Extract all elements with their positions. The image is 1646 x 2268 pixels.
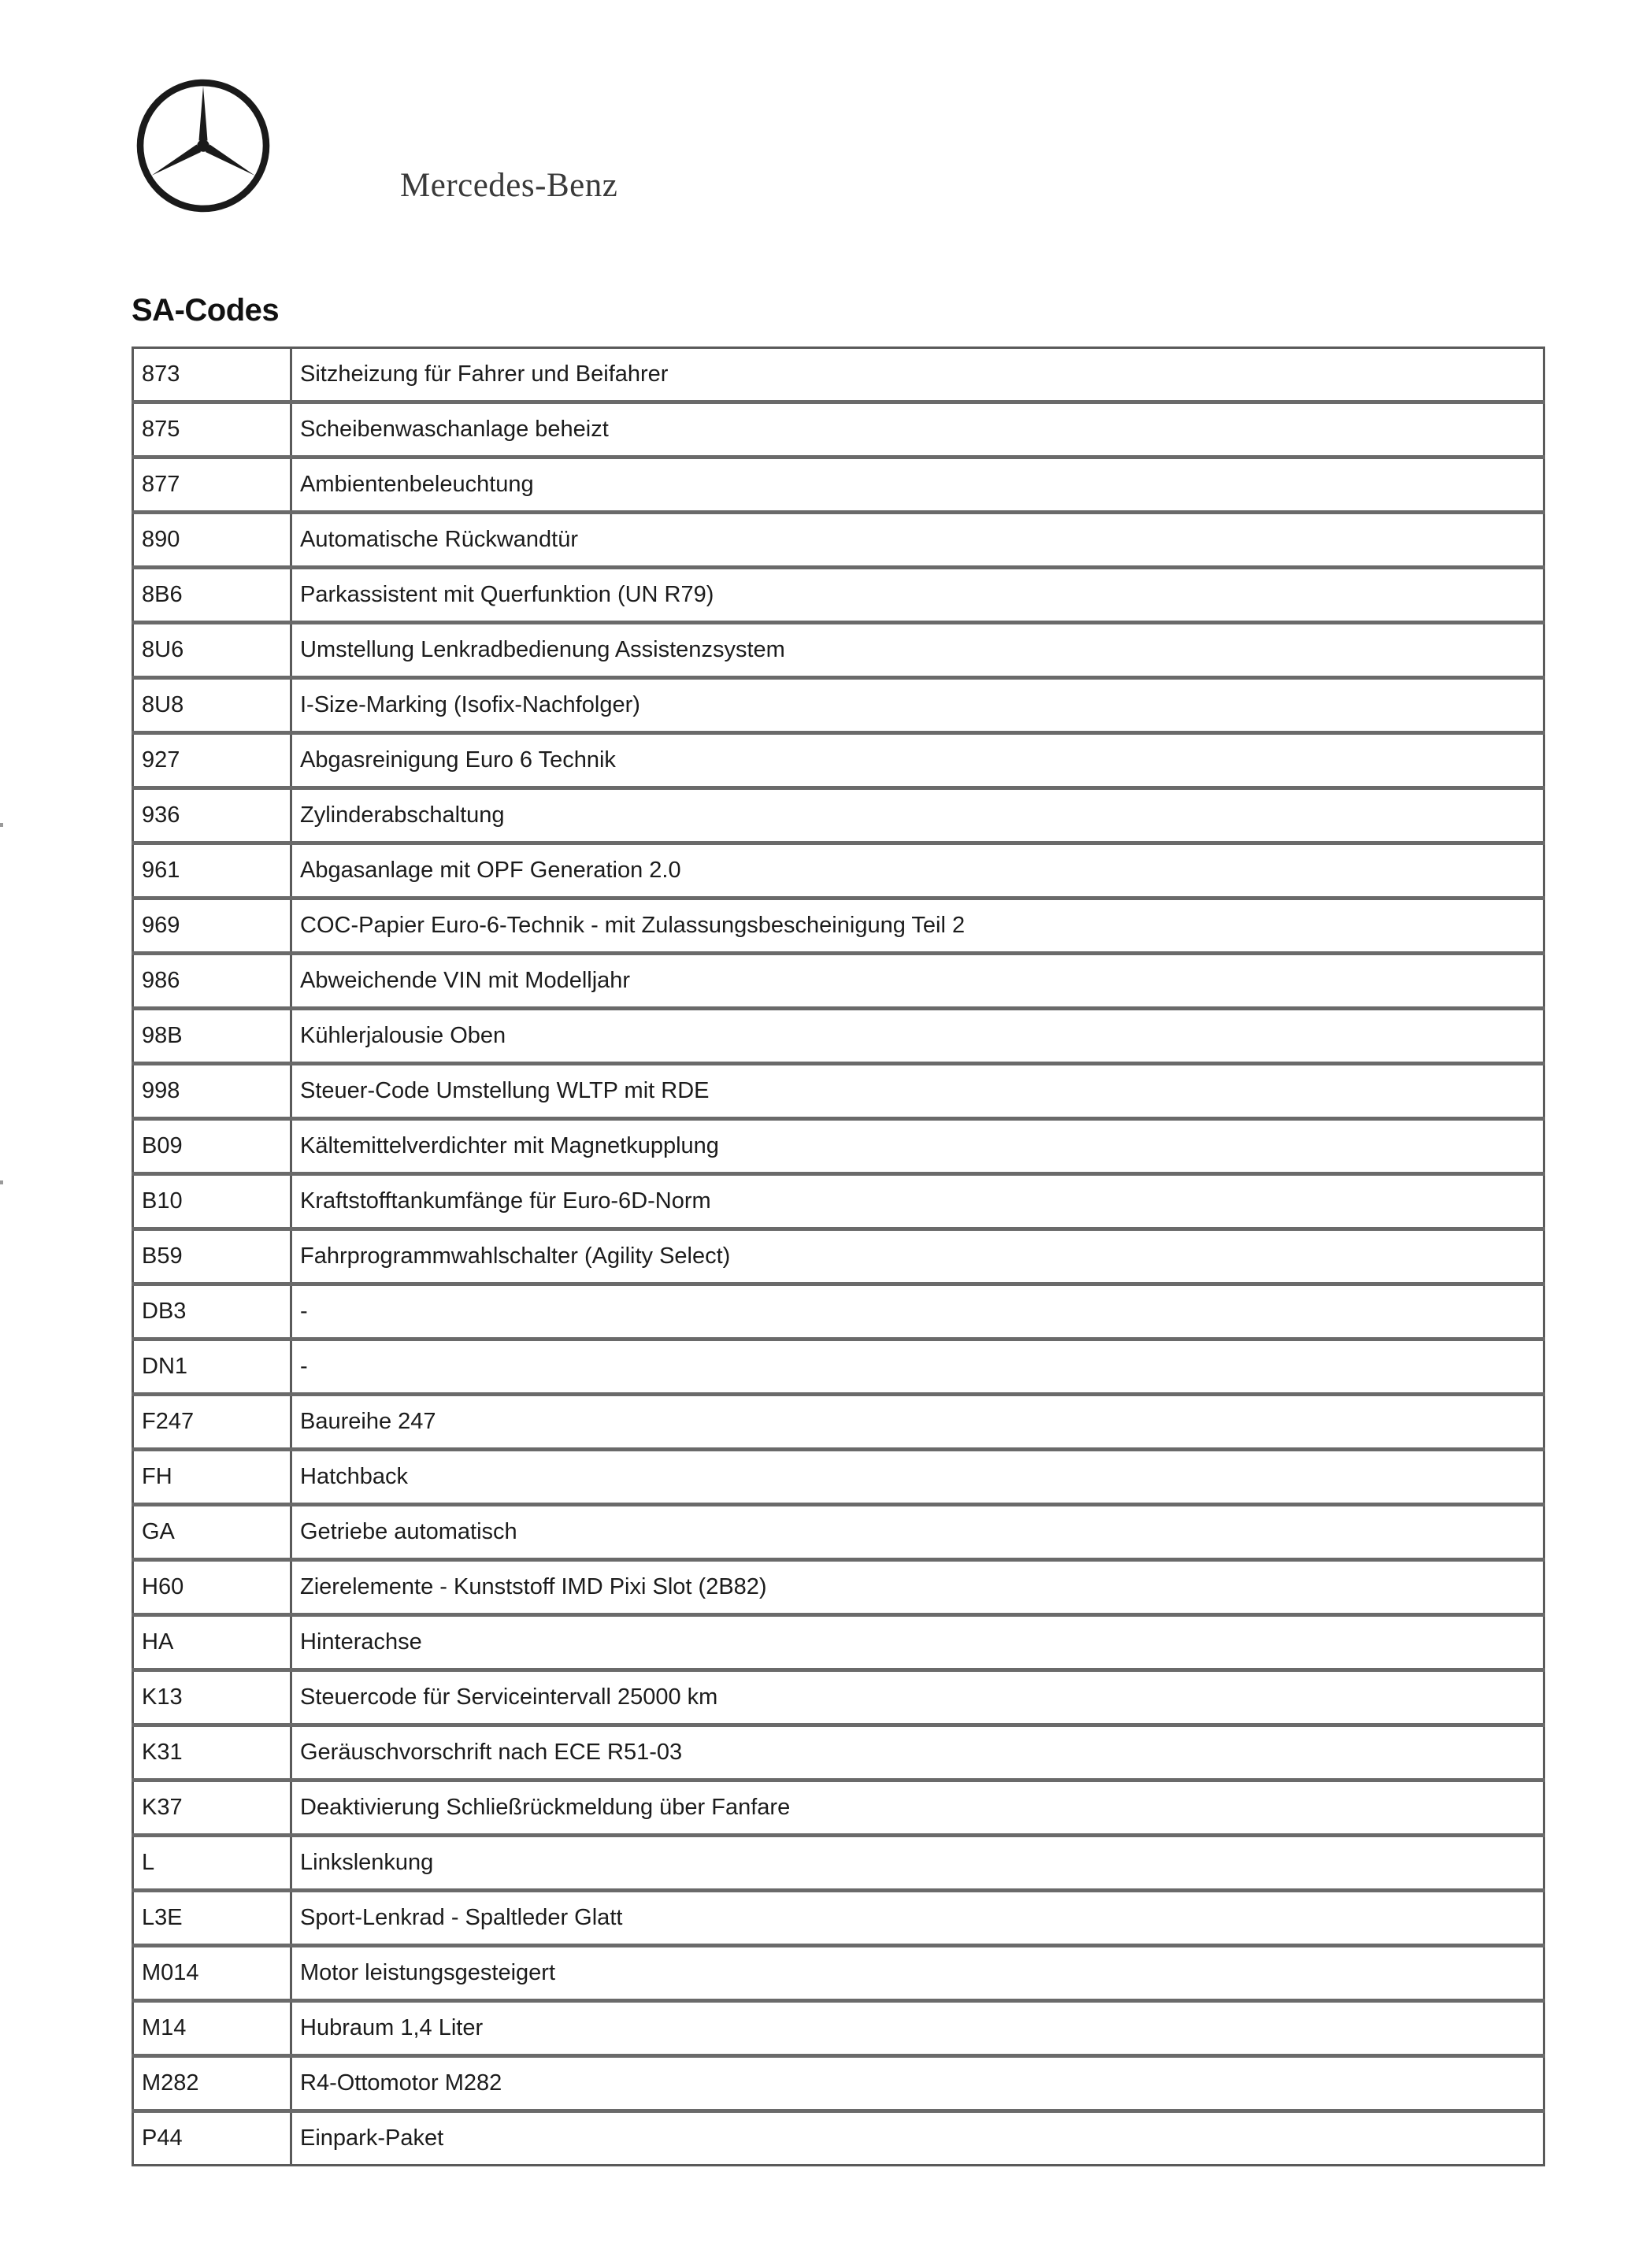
- table-row: [133, 1891, 1544, 1946]
- sa-description-cell: Steuer-Code Umstellung WLTP mit RDE: [291, 1064, 1544, 1119]
- sa-description-cell: Hatchback: [291, 1450, 1544, 1505]
- table-row: [133, 568, 1544, 623]
- table-row: [133, 843, 1544, 899]
- table-row: [133, 1284, 1544, 1340]
- sa-code-cell: P44: [133, 2111, 291, 2166]
- sa-code-cell: B10: [133, 1174, 291, 1229]
- table-row: [133, 513, 1544, 568]
- sa-code-cell: FH: [133, 1450, 291, 1505]
- sa-code-cell: HA: [133, 1615, 291, 1670]
- sa-description-cell: Baureihe 247: [291, 1395, 1544, 1450]
- sa-description-cell: R4-Ottomotor M282: [291, 2056, 1544, 2111]
- table-row: [133, 1781, 1544, 1836]
- sa-code-cell: 873: [133, 348, 291, 402]
- brand-name: Mercedes-Benz: [400, 167, 618, 204]
- sa-code-cell: 890: [133, 513, 291, 568]
- sa-description-cell: Abweichende VIN mit Modelljahr: [291, 954, 1544, 1009]
- sa-code-cell: DB3: [133, 1284, 291, 1340]
- section-title: SA-Codes: [132, 293, 280, 328]
- sa-description-cell: -: [291, 1340, 1544, 1395]
- sa-code-cell: B59: [133, 1229, 291, 1284]
- table-row: [133, 402, 1544, 458]
- table-row: [133, 1229, 1544, 1284]
- sa-description-cell: Sitzheizung für Fahrer und Beifahrer: [291, 348, 1544, 402]
- table-row: [133, 2056, 1544, 2111]
- sa-code-cell: 986: [133, 954, 291, 1009]
- table-row: [133, 1946, 1544, 2001]
- table-row: [133, 1009, 1544, 1064]
- table-row: [133, 954, 1544, 1009]
- sa-description-cell: Sport-Lenkrad - Spaltleder Glatt: [291, 1891, 1544, 1946]
- sa-code-cell: 8U8: [133, 678, 291, 733]
- scan-edge-mark: [0, 1180, 3, 1184]
- sa-description-cell: Kühlerjalousie Oben: [291, 1009, 1544, 1064]
- sa-code-cell: K37: [133, 1781, 291, 1836]
- sa-code-cell: 98B: [133, 1009, 291, 1064]
- table-row: [133, 733, 1544, 788]
- table-row: [133, 1450, 1544, 1505]
- sa-code-cell: B09: [133, 1119, 291, 1174]
- table-row: [133, 1836, 1544, 1891]
- sa-code-cell: 927: [133, 733, 291, 788]
- sa-code-cell: GA: [133, 1505, 291, 1560]
- table-row: [133, 1505, 1544, 1560]
- sa-description-cell: Linkslenkung: [291, 1836, 1544, 1891]
- table-row: [133, 899, 1544, 954]
- sa-description-cell: -: [291, 1284, 1544, 1340]
- sa-description-cell: Getriebe automatisch: [291, 1505, 1544, 1560]
- sa-code-cell: M14: [133, 2001, 291, 2056]
- sa-description-cell: Abgasreinigung Euro 6 Technik: [291, 733, 1544, 788]
- sa-code-cell: 969: [133, 899, 291, 954]
- sa-description-cell: Kraftstofftankumfänge für Euro-6D-Norm: [291, 1174, 1544, 1229]
- table-row: [133, 348, 1544, 402]
- sa-code-cell: F247: [133, 1395, 291, 1450]
- sa-description-cell: Fahrprogrammwahlschalter (Agility Select): [291, 1229, 1544, 1284]
- sa-description-cell: Parkassistent mit Querfunktion (UN R79): [291, 568, 1544, 623]
- sa-code-cell: K13: [133, 1670, 291, 1725]
- sa-code-cell: 875: [133, 402, 291, 458]
- sa-description-cell: Deaktivierung Schließrückmeldung über Fanfare: [291, 1781, 1544, 1836]
- scan-edge-mark: [0, 823, 3, 827]
- table-row: [133, 623, 1544, 678]
- sa-code-cell: DN1: [133, 1340, 291, 1395]
- table-row: [133, 458, 1544, 513]
- sa-description-cell: Kältemittelverdichter mit Magnetkupplung: [291, 1119, 1544, 1174]
- sa-description-cell: COC-Papier Euro-6-Technik - mit Zulassungsbescheinigung Teil 2: [291, 899, 1544, 954]
- table-row: [133, 1725, 1544, 1781]
- mercedes-star-icon: [135, 78, 271, 213]
- sa-code-cell: 998: [133, 1064, 291, 1119]
- sa-code-cell: L3E: [133, 1891, 291, 1946]
- table-row: [133, 1670, 1544, 1725]
- table-row: [133, 678, 1544, 733]
- sa-description-cell: Automatische Rückwandtür: [291, 513, 1544, 568]
- table-row: [133, 1064, 1544, 1119]
- table-row: [133, 2111, 1544, 2166]
- sa-code-cell: 961: [133, 843, 291, 899]
- sa-codes-table: [132, 346, 1545, 2166]
- sa-description-cell: Einpark-Paket: [300, 2125, 444, 2151]
- sa-code-cell: K31: [133, 1725, 291, 1781]
- table-row: [133, 1119, 1544, 1174]
- sa-description-cell: Hinterachse: [291, 1615, 1544, 1670]
- sa-code-cell: 936: [133, 788, 291, 843]
- table-row: [133, 1340, 1544, 1395]
- table-row: [133, 1615, 1544, 1670]
- sa-code-cell: 8U6: [133, 623, 291, 678]
- table-row: [133, 1560, 1544, 1615]
- sa-description-cell: Geräuschvorschrift nach ECE R51-03: [291, 1725, 1544, 1781]
- sa-code-cell: 877: [133, 458, 291, 513]
- table-row: [133, 788, 1544, 843]
- sa-description-cell: Motor leistungsgesteigert: [291, 1946, 1544, 2001]
- sa-description-cell: Ambientenbeleuchtung: [291, 458, 1544, 513]
- table-row: [133, 1174, 1544, 1229]
- sa-code-cell: 8B6: [133, 568, 291, 623]
- sa-description-cell: Abgasanlage mit OPF Generation 2.0: [291, 843, 1544, 899]
- sa-code-cell: H60: [133, 1560, 291, 1615]
- sa-codes-table-body: [133, 348, 1544, 2166]
- sa-description-cell: Zierelemente - Kunststoff IMD Pixi Slot (2B82): [291, 1560, 1544, 1615]
- sa-code-cell: M282: [133, 2056, 291, 2111]
- sa-code-cell: M014: [133, 1946, 291, 2001]
- sa-description-cell: Umstellung Lenkradbedienung Assistenzsystem: [291, 623, 1544, 678]
- sa-description-cell: Zylinderabschaltung: [291, 788, 1544, 843]
- sa-description-cell: Hubraum 1,4 Liter: [291, 2001, 1544, 2056]
- sa-code-cell: L: [133, 1836, 291, 1891]
- sa-description-cell: I-Size-Marking (Isofix-Nachfolger): [291, 678, 1544, 733]
- sa-description-cell: Scheibenwaschanlage beheizt: [291, 402, 1544, 458]
- table-row: [133, 1395, 1544, 1450]
- table-row: [133, 2001, 1544, 2056]
- sa-description-cell: Steuercode für Serviceintervall 25000 km: [291, 1670, 1544, 1725]
